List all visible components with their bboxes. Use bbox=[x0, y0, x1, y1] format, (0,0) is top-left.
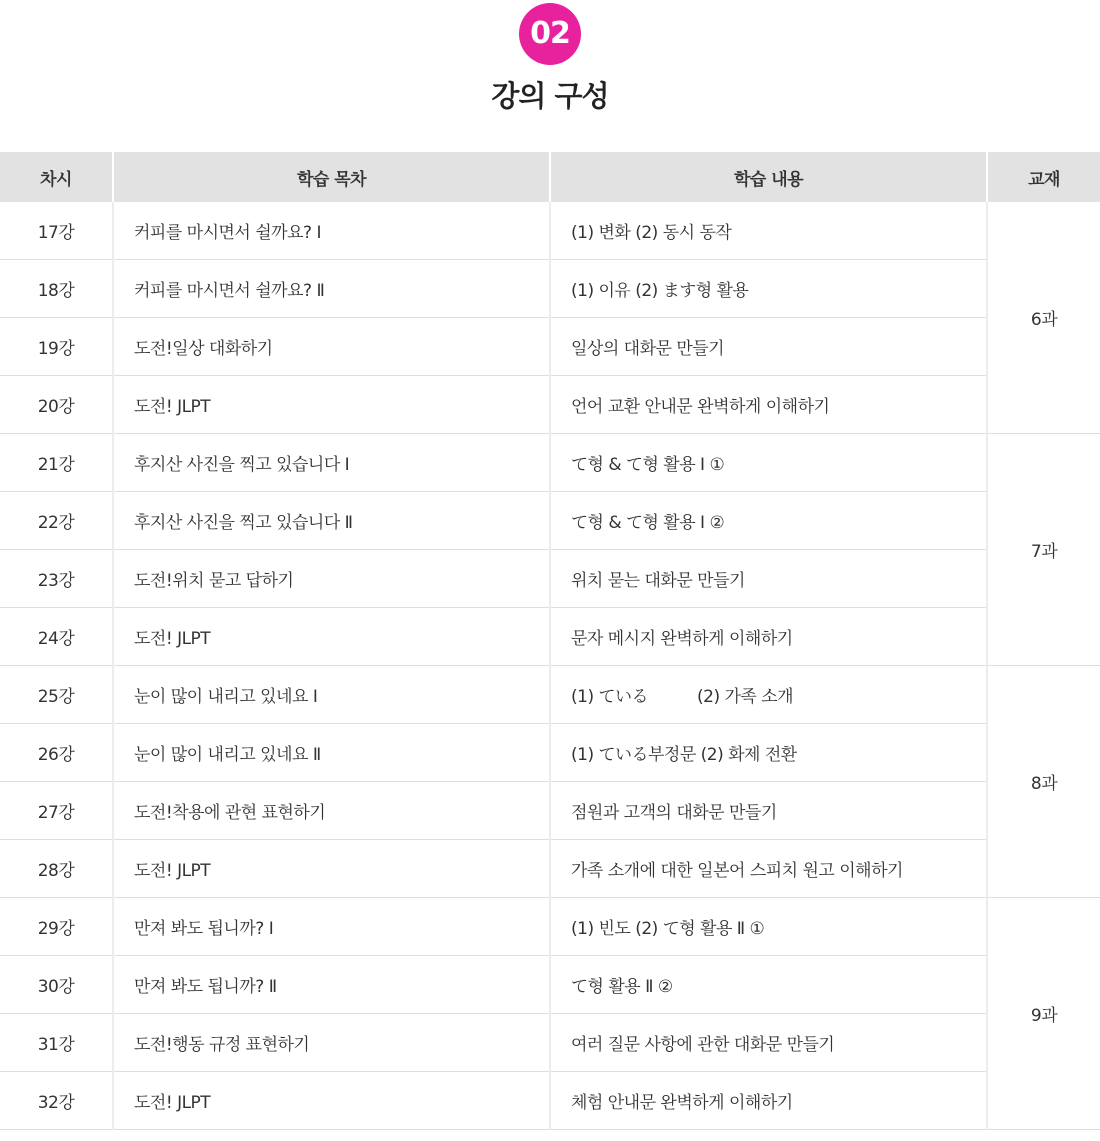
session-cell: 26강 bbox=[0, 724, 113, 782]
outline-cell: 도전!일상 대화하기 bbox=[113, 318, 550, 376]
section-header bbox=[0, 0, 1100, 152]
outline-cell: 커피를 마시면서 쉴까요? Ⅱ bbox=[113, 260, 550, 318]
table-row bbox=[0, 782, 1100, 840]
table-row bbox=[0, 1014, 1100, 1072]
textbook-cell: 7과 bbox=[987, 434, 1100, 666]
textbook-cell: 6과 bbox=[987, 202, 1100, 434]
outline-cell: 만져 봐도 됩니까? Ⅰ bbox=[113, 898, 550, 956]
session-cell: 29강 bbox=[0, 898, 113, 956]
table-row bbox=[0, 840, 1100, 898]
outline-cell: 도전! JLPT bbox=[113, 840, 550, 898]
table-row bbox=[0, 608, 1100, 666]
session-cell: 22강 bbox=[0, 492, 113, 550]
content-cell: (1) ている (2) 가족 소개 bbox=[550, 666, 987, 724]
session-cell: 17강 bbox=[0, 202, 113, 260]
content-cell: 가족 소개에 대한 일본어 스피치 원고 이해하기 bbox=[550, 840, 987, 898]
content-cell: 언어 교환 안내문 완벽하게 이해하기 bbox=[550, 376, 987, 434]
session-cell: 25강 bbox=[0, 666, 113, 724]
session-cell: 28강 bbox=[0, 840, 113, 898]
table-row bbox=[0, 1072, 1100, 1130]
table-row bbox=[0, 666, 1100, 724]
outline-cell: 도전! JLPT bbox=[113, 1072, 550, 1130]
table-row bbox=[0, 318, 1100, 376]
outline-cell: 커피를 마시면서 쉴까요? Ⅰ bbox=[113, 202, 550, 260]
outline-cell: 눈이 많이 내리고 있네요 Ⅱ bbox=[113, 724, 550, 782]
content-cell: 체험 안내문 완벽하게 이해하기 bbox=[550, 1072, 987, 1130]
content-cell: 위치 묻는 대화문 만들기 bbox=[550, 550, 987, 608]
outline-cell: 후지산 사진을 찍고 있습니다 Ⅱ bbox=[113, 492, 550, 550]
session-cell: 20강 bbox=[0, 376, 113, 434]
textbook-cell: 9과 bbox=[987, 898, 1100, 1130]
table-row bbox=[0, 956, 1100, 1014]
session-cell: 21강 bbox=[0, 434, 113, 492]
session-cell: 19강 bbox=[0, 318, 113, 376]
content-cell: (1) 변화 (2) 동시 동작 bbox=[550, 202, 987, 260]
session-cell: 24강 bbox=[0, 608, 113, 666]
curriculum-table bbox=[0, 152, 1100, 1130]
outline-cell: 만져 봐도 됩니까? Ⅱ bbox=[113, 956, 550, 1014]
table-row bbox=[0, 492, 1100, 550]
column-header-textbook: 교재 bbox=[987, 152, 1100, 202]
outline-cell: 눈이 많이 내리고 있네요 Ⅰ bbox=[113, 666, 550, 724]
session-cell: 31강 bbox=[0, 1014, 113, 1072]
outline-cell: 도전! JLPT bbox=[113, 376, 550, 434]
outline-cell: 후지산 사진을 찍고 있습니다 Ⅰ bbox=[113, 434, 550, 492]
outline-cell: 도전!행동 규정 표현하기 bbox=[113, 1014, 550, 1072]
table-row bbox=[0, 260, 1100, 318]
column-header-outline: 학습 목차 bbox=[113, 152, 550, 202]
table-row bbox=[0, 550, 1100, 608]
outline-cell: 도전!위치 묻고 답하기 bbox=[113, 550, 550, 608]
content-cell: (1) 빈도 (2) て형 활용 Ⅱ ① bbox=[550, 898, 987, 956]
content-cell: て형 활용 Ⅱ ② bbox=[550, 956, 987, 1014]
content-cell: 일상의 대화문 만들기 bbox=[550, 318, 987, 376]
outline-cell: 도전!착용에 관현 표현하기 bbox=[113, 782, 550, 840]
content-cell: て형 & て형 활용 Ⅰ ① bbox=[550, 434, 987, 492]
textbook-cell: 8과 bbox=[987, 666, 1100, 898]
column-header-session: 차시 bbox=[0, 152, 113, 202]
session-cell: 27강 bbox=[0, 782, 113, 840]
session-cell: 30강 bbox=[0, 956, 113, 1014]
content-cell: 문자 메시지 완벽하게 이해하기 bbox=[550, 608, 987, 666]
table-row bbox=[0, 434, 1100, 492]
content-cell: 여러 질문 사항에 관한 대화문 만들기 bbox=[550, 1014, 987, 1072]
table-header-row bbox=[0, 152, 1100, 202]
section-title: 강의 구성 bbox=[491, 79, 609, 113]
table-row bbox=[0, 724, 1100, 782]
content-cell: (1) 이유 (2) ます형 활용 bbox=[550, 260, 987, 318]
table-row bbox=[0, 898, 1100, 956]
content-cell: (1) ている부정문 (2) 화제 전환 bbox=[550, 724, 987, 782]
column-header-content: 학습 내용 bbox=[550, 152, 987, 202]
session-cell: 32강 bbox=[0, 1072, 113, 1130]
content-cell: て형 & て형 활용 Ⅰ ② bbox=[550, 492, 987, 550]
session-cell: 23강 bbox=[0, 550, 113, 608]
table-row bbox=[0, 202, 1100, 260]
outline-cell: 도전! JLPT bbox=[113, 608, 550, 666]
section-number-badge: 02 bbox=[519, 3, 581, 65]
session-cell: 18강 bbox=[0, 260, 113, 318]
content-cell: 점원과 고객의 대화문 만들기 bbox=[550, 782, 987, 840]
table-row bbox=[0, 376, 1100, 434]
